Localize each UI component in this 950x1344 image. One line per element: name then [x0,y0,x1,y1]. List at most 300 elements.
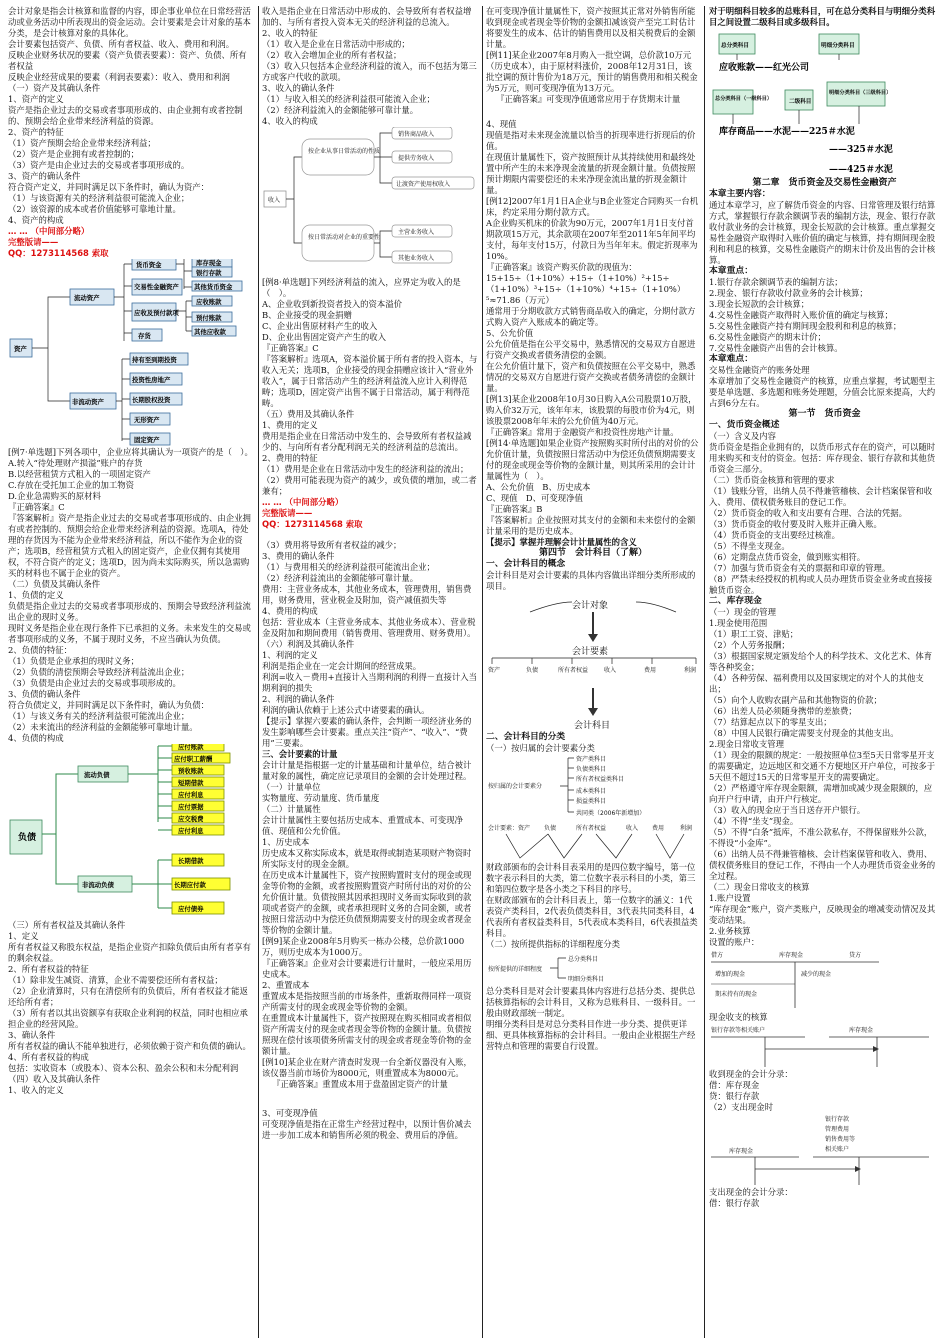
line: D.企业急需购买的原材料 [8,491,101,501]
hier-side: 明细分类科目 [821,43,855,49]
hier-b: 二级科目 [789,99,812,105]
line: （2）该资源的成本或者价值能够可靠地计量。 [8,204,181,214]
line: （2）个人劳务报酬； [709,640,790,650]
cash-item: 银行存款 [196,269,222,277]
expense-block [262,420,478,497]
line: 1、利润的定义 [262,650,318,660]
class-bottom: 会计要素：资产 [488,825,531,832]
current-liab-item: 应付票据 [178,803,204,811]
column-1 [8,6,254,1338]
line: （1）与该资源有关的经济利益很可能流入企业； [8,193,190,203]
petty-cash-block [709,607,940,948]
line: （2）收入会增加企业的所有者权益； [262,50,402,60]
line: （5）不得坐支现金。 [709,541,790,551]
cash-payment-diagram [709,1113,939,1187]
line: （2）货币资金的收入和支出要有合理、合法的凭据。 [709,508,907,518]
line: （2）企业清算时，只有在清偿所有的负债后，所有者权益才能返还给所有者； [8,986,248,1007]
line: （2）支出现金时 [709,1102,773,1112]
noncurrent-liab-item: 应付债券 [178,905,204,913]
line: （一）含义及内容 [709,431,776,441]
current-liab-item: 应付利息 [178,791,204,799]
intro-p: 反映企业财务状况的要素（资产负债表要素）：资产、负债、所有者权益 [8,50,247,71]
line: 支出现金的会计分录： [709,1187,793,1197]
current-liab-item: 短期借款 [178,779,204,787]
flow-element-item: 资产 [488,667,501,674]
line: [例7·单选题]下列各项中，企业应将其确认为一项资产的是（ ）。 [8,447,253,457]
line: （一）按归属的会计要素分类 [486,743,595,753]
line: 4、负债的构成 [8,733,64,743]
column-4 [704,6,940,1338]
line: 1.账户设置 [709,893,751,903]
line: （1）负债是企业承担的现时义务； [8,656,139,666]
payment-entry [709,1187,940,1209]
section-title: 第一节 货币资金 [788,409,861,419]
line: 2、负债的特征： [8,645,72,655]
class-bottom: 负债 [544,825,557,832]
flow-elements: 会计要素 [572,647,609,657]
line: 5、公允价值 [486,328,534,338]
line: 1、收入的定义 [8,1085,64,1095]
line: 利润=收入－费用+直接计入当期利润的利得－直接计入当期利润的损失 [262,672,478,693]
line: A、企业收到新投资者投入的资本溢价 [262,299,403,309]
line: 『答案解析』选项A，资本溢价属于所有者的投入资本，与收入无关；选项B，企业接受的现金捐赠应该计入“营业外收入”，属于日常活动产生的经济利益流入应计入利得范畴；选项D，固定资产出售不属于日常活动，属于利得范畴。 [262,354,478,408]
line: 3、确认条件 [8,1030,56,1040]
flow-element-item: 所有者权益 [558,667,589,674]
line: （二）现金日常收支的核算 [709,882,810,892]
asset-root-label: 资产 [14,345,27,353]
line: 『正确答案』B [486,504,543,514]
line: 现时义务是指企业在现行条件下已承担的义务。未来发生的交易或者事项形成的义务，不属于现时义务，不应当确认为负债。 [8,623,251,644]
line: （5）不得“白条”抵库，不准公款私存，不得保留账外公款，不得设“小金库”。 [709,827,933,848]
line: （1）除非发生减资、清算，企业不需要偿还所有者权益； [8,975,223,985]
line: B、企业接受的现金捐赠 [262,310,352,320]
line: 货币资金是指企业拥有的，以货币形式存在的资产，可以随时用来购买和支付的资金。包括：库存现金、银行存款和其他货币资金三部分。 [709,442,936,474]
line: （3）资产是由企业过去的交易或者事项形成的。 [8,160,190,170]
line: 在重置成本计量属性下，资产按照现在购买相同或者相似资产所需支付的现金或者现金等价物的金额计量。负债按照现在偿付该项债务所需支付的现金或者现金等价物的金额计量。 [262,1013,472,1056]
line: （二）计量属性 [262,804,321,814]
line: 设置的账户： [709,937,760,947]
line: [例11]某企业2007年8月购入一批空调，总价款10万元（历史成本），由于原材料涨价，2008年12月31日，该批空调的预计售价为18万元，预计的销售费用和相关税金为5万元，则可变现净值为13万元。 [486,50,698,93]
key-item: 5.交易性金融资产持有期间现金股利和利息的核算； [709,321,902,331]
line: 资产是指企业过去的交易或者事项形成的、由企业拥有或者控制的、预期会给企业带来经济利益的资源。 [8,105,243,126]
current-liab-item: 预收账款 [178,767,204,775]
line: 会计计量属性主要包括历史成本、重置成本、可变现净值、现值和公允价值。 [262,815,463,836]
line: 1、定义 [8,931,39,941]
cash-block [709,431,940,596]
line: 费用：主营业务成本，其他业务成本，管理费用，销售费用，财务费用，营业税金及附加，资产减值损失等 [262,584,472,605]
t2-b: 库存现金 [849,1027,874,1034]
line: 利润的确认依赖于上述公式中诸要素的确认。 [262,705,430,715]
line: （7）加强与货币资金有关的票据和印章的管理。 [709,563,891,573]
line: 财政部颁布的会计科目表采用的是四位数字编号，第一位数字表示科目的大类，第二位数字表示科目的小类，第三和第四位数字是各小类之下科目的序号。 [486,862,696,894]
line: 1、资产的定义 [8,94,64,104]
section-heading: （一）资产及其确认条件 [8,83,101,93]
line: （3）收入的现金应于当日送存开户银行。 [709,805,866,815]
line: 『正确答案』可变现净值通常应用于存货期末计量 [496,94,681,104]
line: 15+15÷（1+10%）+15÷（1+10%）²+15÷（1+10%）³+15÷（1+10%）⁴+15÷（1+10%）⁵≈71.86（万元） [486,273,686,305]
class-bottom: 收入 [626,825,639,832]
line: 4、现值 [486,119,517,129]
current-liab-label: 流动负债 [84,771,110,779]
line: 4、所有者权益的构成 [8,1052,89,1062]
noncurrent-item: 无形资产 [134,416,160,424]
line: 通常用于分期收款方式销售商品收入的确定，分期付款方式购入资产入账成本的确定等。 [486,306,696,327]
line: 【提示】掌握并理解会计计量属性的含义 [486,537,637,547]
line: （1）资产预期会给企业带来经济利益； [8,138,156,148]
current-item: 存货 [138,332,151,340]
line: [例13]某企业2008年10月30日购入A公司股票10万股，购入价32万元，该年年末，该股票的每股市价为4元，则该股票2008年年末的公允价值为40万元。 [486,394,697,426]
line: 在现值计量属性下，资产按照预计从其持续使用和最终处置中所产生的未来净现金流量的折现金额计量。负债按照预计期限内需要偿还的未来净现金流出量的折现金额计量。 [486,152,696,195]
class-item: 成本类科目 [576,788,607,795]
current-liab-item: 应付职工薪酬 [174,755,213,763]
line: C、现值 D、可变现净值 [486,493,583,503]
t2-a: 银行存款等相关账户 [711,1027,766,1034]
line: （二）按所提供指标的详细程度分类 [486,939,620,949]
line: （3）收入只包括本企业经济利益的流入，而不包括为第三方或客户代收的款项。 [262,61,477,82]
line: A、公允价值 B、历史成本 [486,482,591,492]
line: 【提示】掌握六要素的确认条件，会判断一项经济业务的发生影响哪些会计要素。重点关注“资产”、“收入”、“费用”三要素。 [262,716,472,748]
class-item: 所有者权益类科目 [576,776,625,783]
t-mid: 库存现金 [779,952,804,959]
column-2 [258,6,478,1338]
line: （1）收入是企业在日常活动中形成的； [262,39,410,49]
hier-c: 明细分类科目（三级科目） [829,90,892,96]
subsection-title: 本章难点： [709,354,753,364]
receivable-item: 其他应收款 [194,328,226,336]
line: 2.业务核算 [709,926,751,936]
line: [例10]某企业在财产清查时发现一台全新仪器没有入账，该仪器当前市场价为8000元，则重置成本为8000元。 [262,1057,472,1078]
flow-accounts: 会计科目 [574,721,611,731]
line: 符合负债定义，并同时满足以下条件时，确认为负债： [8,700,209,710]
line: 『正确答案』C [262,343,319,353]
line: 借：库存现金 [709,1080,760,1090]
section-heading: （三）所有者权益及其确认条件 [8,920,126,930]
line: （8）严禁未经授权的机构或人员办理货币资金业务或直接接触货币资金。 [709,574,933,595]
t-right: 贷方 [849,952,862,959]
liabilities-block [8,590,254,744]
assets-block [8,94,254,226]
income-branch-a: 按企业从事日常活动的性质 [308,148,381,155]
line: 本章增加了交易性金融资产的核算，应重点掌握，考试题型主要是单选题、多选题和账务处理题，分值会比原来提高，大约占到6分左右。 [709,376,936,408]
receipt-entry [709,1069,940,1113]
line: （4）各种劳保、福利费用以及国家规定的对个人的其他支出； [709,673,924,694]
line: 1.现金使用范围 [709,618,768,628]
line: 历史成本又称实际成本，就是取得或制造某项财产物资时所实际支付的现金金额。 [262,848,472,869]
current-liab-item: 应交税费 [178,815,204,823]
line: （6）定期盘点货币资金，做到账实相符。 [709,552,866,562]
flow-object: 会计对象 [572,601,609,611]
profit-block [262,650,478,749]
detail-root: 按所提供的详细程度 [488,966,543,973]
class-bottom: 所有者权益 [576,825,607,832]
measure-block [262,760,478,1141]
current-assets-label: 流动资产 [74,294,100,302]
promo-line: 完整版请—— [262,508,313,518]
line: （1）与该义务有关的经济利益很可能流出企业； [8,711,190,721]
key-item: 4.交易性金融资产取得时入账价值的确定与核算； [709,310,893,320]
line: [例8·单选题]下列经济利益的流入，应界定为收入的是（ ）。 [262,277,461,298]
section-heading: （六）利润及其确认条件 [262,639,355,649]
chapter-title: 第二章 货币资金及交易性金融资产 [752,178,897,188]
example-7 [8,447,254,579]
flow-element-item: 利润 [684,667,697,674]
asset-structure-diagram [8,259,254,447]
income-b-item: 主营业务收入 [398,229,435,236]
current-item: 交易性金融资产 [134,283,179,291]
line: 在历史成本计量属性下，资产按照购置时支付的现金或现金等价物的金额，或者按照购置资产时所付出的对价的公允价值计量。负债按照其因承担现时义务而实际收到的款项或者资产的金额，或者承担现时义务的合同金额，或者按照日常活动中为偿还负债预期需要支付的现金或者现金等价物的金额计量。 [262,870,472,935]
line: 3、负债的确认条件 [8,689,81,699]
noncurrent-item: 持有至到期投资 [132,356,177,364]
line: [例14·单选题]如果企业资产按照购买时所付出的对价的公允价值计量，负债按照日常活动中为偿还负债预期需要支付的现金或现金等价物的金额计量，则其所采用的会计计量属性为（ ）。 [486,438,699,481]
cash-item: 其他货币资金 [194,283,233,291]
account-hierarchy-diagram [709,28,939,178]
intro-text: 对于明细科目较多的总账科目，可在总分类科目与明细分类科目之间设置二级科目或多级科目。 [709,6,936,27]
detail-level-tree [486,950,700,986]
class-bottom: 费用 [652,825,665,832]
line: C.存放在受托加工企业的加工物资 [8,480,135,490]
line: 可变现净值是指在正常生产经营过程中，以预计售价减去进一步加工成本和销售所必须的税金、费用后的净值。 [262,1119,472,1140]
line: 『正确答案』C [8,502,65,512]
income-root-label: 收入 [268,197,281,204]
line: 实物量度、劳动量度、货币量度 [262,793,380,803]
ellipsis-note: … … （中间部分略） [262,497,344,507]
key-item: 6.交易性金融资产的期末计价； [709,332,826,342]
line: 2、收入的特征 [262,28,318,38]
line: C、企业出售原材料产生的收入 [262,321,378,331]
t-left: 借方 [711,952,724,959]
promo-qq: QQ：1273114568 索取 [8,248,109,258]
line: 4、收入的构成 [262,116,318,126]
key-points [709,277,940,354]
noncurrent-item: 固定资产 [134,436,160,444]
line: （6）出差人员必须随身携带的差旅费； [709,706,857,716]
line: “库存现金”账户，资产类账户，反映现金的增减变动情况及其变动结果。 [709,904,936,925]
line: （2）费用可能表现为资产的减少，或负债的增加，或二者兼有； [262,475,477,496]
line: 明细分类科目是对总分类科目作进一步分类、提供更详细、更具体核算指标的会计科目。一般由企业根据生产经营特点和管理的需要自行设置。 [486,1019,696,1051]
income-a-item: 销售商品收入 [398,131,435,138]
hier-example: 应收账款——红光公司 [719,63,810,73]
line: 借：银行存款 [709,1198,760,1208]
line: 2.现金日常收支管理 [709,739,784,749]
line: （2）资产是企业拥有或者控制的； [8,149,139,159]
ellipsis-note: … … （中间部分略） [8,226,90,236]
example-8 [262,277,478,409]
line: （一）计量单位 [262,782,321,792]
hier-top: 总分类科目 [721,43,749,49]
detail-item: 明细分类科目 [568,976,605,983]
subsection-title: 二、库存现金 [709,596,762,606]
subsection-title: 一、会计科目的概念 [486,559,566,569]
line: 现值是指对未来现金流量以恰当的折现率进行折现后的价值。 [486,130,696,151]
line: 2、费用的特征 [262,453,318,463]
key-item: 3.现金长短款的会计核算； [709,299,810,309]
line: A企业购买机床的价款为90万元，2007年1月1日支付首期款项15万元，其余款项在2007年至2011年5年间平均支付，每年支付15万，付款日为当年年末。假定折现率为10%。 [486,218,698,261]
class-item: 共同类（2006年新增加） [576,810,646,817]
column-3 [482,6,700,1338]
section-heading: （二）负债及其确认条件 [8,579,101,589]
expense-more [262,540,478,639]
line: 符合资产定义，并同时满足以下条件时，确认为资产： [8,182,209,192]
noncurrent-item: 投资性房地产 [132,376,171,384]
income-a-item: 提供劳务收入 [398,155,435,162]
hier-a: 总分类科目（一级科目） [715,96,773,102]
line: 所有者权益又称股东权益，是指企业资产扣除负债后由所有者享有的剩余权益。 [8,942,251,963]
class-root: 按归属的会计要素分 [488,783,543,790]
noncurrent-liab-label: 非流动负债 [82,881,114,889]
line: 3、费用的确认条件 [262,551,335,561]
line: 2、重置成本 [262,980,310,990]
line: 3、收入的确认条件 [262,83,335,93]
line: （1）与费用相关的经济利益很可能流出企业； [262,562,435,572]
line: 费用是指企业在日常活动中发生的、会导致所有者权益减少的、与向所有者分配利润无关的经济利益的总流出。 [262,431,472,452]
line: 所有者权益的确认不能单独进行，必须依赖于资产和负债的确认。 [8,1041,251,1051]
cash-receipt-diagram [709,1023,939,1069]
noncurrent-liab-item: 长期借款 [178,857,204,865]
t3-item: 银行存款 [825,1116,850,1123]
line: 4、费用的构成 [262,606,318,616]
line: 1、历史成本 [262,837,310,847]
class-item: 资产类科目 [576,756,607,763]
section-heading: 三、会计要素的计量 [262,749,338,759]
line: （3）货币资金的收付要及时入账并正确入账。 [709,519,882,529]
line: （3）所有者以其出资额享有获取企业利润的权益，同时也相应承担企业的经营风险。 [8,1008,248,1029]
line: B.以经营租赁方式租入的一项固定资产 [8,469,151,479]
line: （3）负债是由企业过去的交易或事项形成的。 [8,678,181,688]
t-item: 期末持有的现金 [715,991,758,998]
subsection-title: 本章重点： [709,266,753,276]
line: （二）货币资金核算和管理的要求 [709,475,835,485]
line: （7）结算起点以下的零星支出； [709,717,832,727]
equity-block [8,931,254,1096]
line: 『正确答案』该资产购买价款的现值为： [486,262,637,272]
line: 重置成本是指按照当前的市场条件，重新取得同样一项资产所需支付的现金或现金等价物的金额。 [262,991,472,1012]
t3-a: 库存现金 [729,1148,754,1155]
line: （1）费用是企业在日常活动中发生的经济利益的流出； [262,464,469,474]
class-item: 负债类科目 [576,766,607,773]
line: 包括：实收资本（或股本）、资本公积、盈余公积和未分配利润 [8,1063,239,1073]
line: 在可变现净值计量属性下，资产按照其正常对外销售所能收到现金或者现金等价物的金额扣减该资产至完工时估计将要发生的成本、估计的销售费用以及相关税费后的金额计量。 [486,6,696,49]
line: D、企业出售固定资产产生的收入 [262,332,386,342]
line: （4）不得“坐支”现金。 [709,816,799,826]
line: （2）经济利益流入的金额能够可靠计量。 [262,105,419,115]
current-liab-item: 应付利息 [178,827,204,835]
line: （6）出纳人员不得兼管稽核、会计档案保管和收入、费用、债权债务账目的登记工作，不得由一个人办理货币资金业务的全过程。 [709,849,936,881]
liability-structure-diagram [8,744,254,920]
subsection-title: 一、货币资金概述 [709,420,780,430]
noncurrent-liab-item: 长期应付款 [174,881,206,889]
line: 『答案解析』资产是指企业过去的交易或者事项形成的、由企业拥有或者控制的、预期会给企业带来经济利益的资源。选项A，待处理的存货因为不能为企业带来经济利益，所以不能作为企业的资产；选项B，经营租赁方式租入的固定资产，企业仅拥有其使用权，不符合资产的定义；选项D，因为尚未实际购买，所以急需购买的材料也不属于企业的资产。 [8,513,251,578]
income-a-item: 让渡资产使用权收入 [396,181,451,188]
current-item: 货币资金 [136,261,162,269]
accounting-flow-diagram [486,592,700,732]
line: 在公允价值计量下，资产和负债按照在公平交易中，熟悉情况的交易双方自愿进行资产交换或者债务清偿的金额计量。 [486,361,696,393]
line: （2）经济利益流出的金额能够可靠计量。 [262,573,419,583]
line: 4、资产的构成 [8,215,64,225]
line: 贷：银行存款 [709,1091,760,1101]
line: 包括：营业成本（主营业务成本、其他业务成本）、营业税金及附加和期间费用（销售费用、管理费用、财务费用）。 [262,617,476,638]
line: [例9]某企业2008年5月购买一栋办公楼，总价款1000万，则历史成本为1000万。 [262,936,465,957]
line: （4）货币资金的支出要经过核准。 [709,530,840,540]
line: 在财政部颁布的会计科目表上，第一位数字的涵义：1代表资产类科目，2代表负债类科目，3代表共同类科目，4代表所有者权益类科目，5代表成本类科目，6代表损益类科目。 [486,895,698,938]
line: [例12]2007年1月1日A企业与B企业签定合同购买一台机床，约定采用分期付款方式。 [486,196,699,217]
detail-text [486,986,700,1052]
line: 『正确答案』企业对会计要素进行计量时，一般应采用历史成本。 [262,958,472,979]
line: 现金收支的核算 [709,1012,768,1022]
line: 会计计量是指根据一定的计量基础和计量单位，结合被计量对象的属性，确定应记录项目的金额的会计处理过程。 [262,760,472,781]
line: （四）收入及其确认条件 [8,1074,101,1084]
classification-text [486,862,700,939]
line: （3）费用将导致所有者权益的减少； [262,540,402,550]
concept-text: 会计科目是对会计要素的具体内容做出详细分类所形成的项目。 [486,570,696,591]
class-item: 损益类科目 [576,798,607,805]
line: 『正确答案』常用于金融资产和投资性房地产计量。 [486,427,679,437]
line: 3、资产的确认条件 [8,171,81,181]
cash-t-account [709,948,939,1012]
flow-element-item: 费用 [644,667,657,674]
line: （8）中国人民银行确定需要支付现金的其他支出。 [709,728,899,738]
measure-continued [486,6,700,548]
line: （一）现金的管理 [709,607,776,617]
flow-element-item: 负债 [526,667,539,674]
subsection-title: 本章主要内容： [709,189,771,199]
line: 公允价值是指在公平交易中，熟悉情况的交易双方自愿进行资产交换或者债务清偿的金额。 [486,339,696,360]
line: 1、费用的定义 [262,420,318,430]
line: 3、可变现净值 [262,1108,318,1118]
line: （2）未来流出的经济利益的金额能够可靠地计量。 [8,722,198,732]
subsection-title: 二、会计科目的分类 [486,732,566,742]
line: 『答案解析』企业按照对其支付的金额和未来偿付的金额计量采用的是历史成本。 [486,515,696,536]
t-item: 增加的现金 [715,971,746,978]
line: 1、负债的定义 [8,590,64,600]
t3-item: 相关账户 [825,1146,850,1153]
intro-p: 会计要素包括资产、负债、所有者权益、收入、费用和利润。 [8,39,235,49]
line: A.转入“待处理财产损溢”账户的存货 [8,458,143,468]
line: 收到现金的会计分录： [709,1069,793,1079]
account-classification-tree [486,754,700,862]
line: 2、利润的确认条件 [262,694,335,704]
key-item: 2.现金、银行存款收付款业务的会计核算； [709,288,868,298]
detail-item: 总分类科目 [568,956,599,963]
line: 负债是指企业过去的交易或者事项形成的、预期会导致经济利益流出企业的现时义务。 [8,601,251,622]
line: （1）钱账分管，出纳人员不得兼管稽核、会计档案保管和收入、费用、债权债务账目的登记工作。 [709,486,933,507]
intro-block [8,6,254,83]
line: 交易性金融资产的账务处理 [709,365,810,375]
line: （3）根据国家规定颁发给个人的科学技术、文化艺术、体育等各种奖金； [709,651,933,672]
line: 总分类科目是对会计要素具体内容进行总括分类、提供总括核算指标的会计科目，又称为总账科目、一级科目。一般由财政部统一制定。 [486,986,696,1018]
section-title: 第四节 会计科目（了解） [538,548,647,558]
line: 2、资产的特征 [8,127,64,137]
noncurrent-assets-label: 非流动资产 [72,398,104,406]
current-liab-item: 应付账款 [178,744,204,751]
receivable-item: 应收账款 [196,298,222,306]
line: 收入是指企业在日常活动中形成的、会导致所有者权益增加的、与所有者投入资本无关的经济利益的总流入。 [262,6,472,27]
t3-item: 管理费用 [825,1126,850,1133]
income-block [262,6,478,127]
receivable-item: 预付账款 [196,314,222,322]
current-item: 应收及预付款项 [134,309,179,317]
class-bottom: 利润 [680,825,693,832]
key-item: 7.交易性金融资产出售的会计核算。 [709,343,843,353]
line: 2、所有者权益的特征 [8,964,89,974]
hier-example: ——325＃水泥 [829,145,893,155]
intro-p: 反映企业经营成果的要素（利润表要素）：收入、费用和利润 [8,72,230,82]
t-item: 减少的现金 [801,971,832,978]
line: （5）向个人收购农副产品和其他物资的价款； [709,695,882,705]
flow-element-item: 收入 [604,667,617,674]
focus-text: 通过本章学习，应了解货币资金的内容、日常管理及银行结算方式，掌握银行存款余额调节表的编制方法，现金、银行存款收付款业务的会计核算，现金长短款的会计核算。重点掌握交易性金融资产取得时入账价值的确定与核算，持有期间现金股利和利息的核算，交易性金融资产的期末计价及出售的会计核算。 [709,200,936,265]
promo-qq: QQ：1273114568 索取 [262,519,363,529]
key-item: 1.银行存款余额调节表的编制方法； [709,277,843,287]
